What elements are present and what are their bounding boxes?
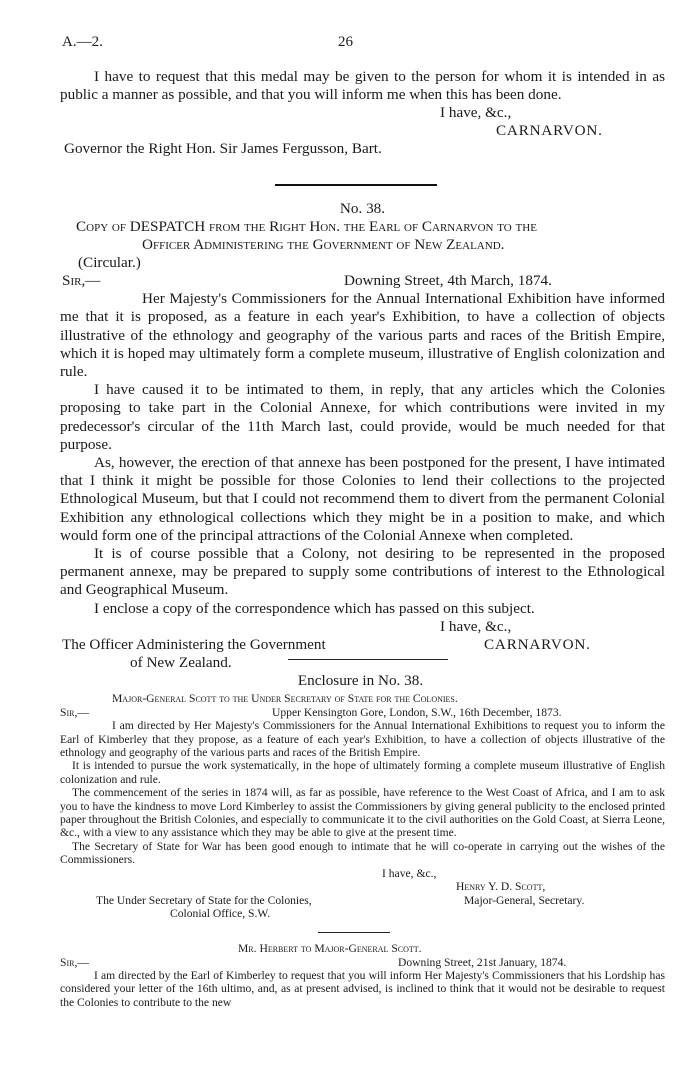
letter-2-title: Mr. Herbert to Major-General Scott.	[238, 942, 422, 955]
enclosure	[60, 672, 665, 1009]
document-reference: A.—2.	[62, 34, 103, 50]
previous-letter-body: I have to request that this medal may be given to the person for whom it is intended in as public a manner as possible, and that you will inform me when this has been done.	[60, 68, 665, 104]
section-divider	[275, 184, 437, 186]
letter-1-salutation: Sir,—	[60, 705, 89, 719]
previous-letter-addressee-row	[60, 140, 665, 158]
despatch-signature: CARNARVON.	[484, 635, 591, 653]
enclosure-letter-2	[60, 942, 665, 1009]
letter-1-addressee-row-2	[60, 907, 665, 921]
despatch-addressee-line-2: of New Zealand.	[130, 653, 232, 671]
enclosure-letter-divider	[318, 932, 390, 933]
letter-1-title: Major-General Scott to the Under Secretary of State for the Colonies.	[112, 692, 458, 706]
despatch-closing-row	[60, 618, 665, 636]
despatch-paragraph: Her Majesty's Commissioners for the Annual International Exhibition have informed me that it is proposed, as a feature in each year's Exhibition, to have a collection of objects illustrative of the ethnology and geography of the various parts and races of the British Empire, which it is hoped may ultimately form a complete museum, illustrative of English colonization and rule.	[60, 290, 665, 381]
letter-1-signature-title: Major-General, Secretary.	[464, 893, 585, 907]
despatch-circular: (Circular.)	[78, 254, 141, 272]
despatch-title-row-1	[60, 218, 665, 236]
despatch	[60, 200, 665, 672]
letter-1-paragraph: It is intended to pursue the work systematically, in the hope of ultimately forming a complete museum illustrative of English colonization and rule.	[60, 759, 665, 786]
letter-1-signature-row	[60, 880, 665, 894]
despatch-circular-row	[60, 254, 665, 272]
letter-1-closing-row	[60, 867, 665, 881]
letter-2-place-date: Downing Street, 21st January, 1874.	[398, 955, 567, 969]
letter-2-title-row	[60, 942, 665, 956]
despatch-place-date: Downing Street, 4th March, 1874.	[344, 272, 552, 290]
despatch-addressee-row-2	[60, 654, 665, 672]
letter-1-addressee-row-1	[60, 894, 665, 908]
letter-1-signature-name: Henry Y. D. Scott,	[456, 880, 546, 894]
letter-2-salutation-row	[60, 956, 665, 970]
enclosure-heading: Enclosure in No. 38.	[297, 672, 424, 689]
despatch-addressee-row-1	[60, 636, 665, 654]
despatch-closing: I have, &c.,	[440, 617, 512, 635]
despatch-salutation: Sir,—	[62, 272, 101, 290]
despatch-number: No. 38.	[339, 200, 386, 217]
previous-letter-closing: I have, &c.,	[440, 104, 512, 122]
despatch-salutation-row	[60, 272, 665, 290]
previous-letter-addressee: Governor the Right Hon. Sir James Fergusson, Bart.	[64, 140, 382, 158]
despatch-addressee-line-1: The Officer Administering the Government	[62, 635, 326, 653]
despatch-title-row-2	[60, 236, 665, 254]
enclosure-letter-1	[60, 692, 665, 920]
letter-1-paragraph: I am directed by Her Majesty's Commissioners for the Annual International Exhibitions to request you to inform the Earl of Kimberley that they propose, as a feature of each year's Exhibition, to have a collection of objects illustrative of the ethnology and geography of the various parts and races of the British Empire.	[60, 719, 665, 760]
letter-1-paragraph: The commencement of the series in 1874 will, as far as possible, have reference to the West Coast of Africa, and I am to ask you to have the kindness to move Lord Kimberley to assist the Commissioners by giving general publicity to the enclosed printed paper throughout the British Colonies, and especially to communicate it to the civil authorities on the Gold Coast, at Sierra Leone, &c., with a view to any assistance which they may be able to give at the present time.	[60, 786, 665, 840]
despatch-paragraph: It is of course possible that a Colony, not desiring to be represented in the proposed permanent annexe, may be prepared to supply some contributions of interest to the Ethnological and Geographical Museum.	[60, 545, 665, 599]
despatch-title-line-2: Officer Administering the Government of New Zealand.	[142, 236, 505, 254]
despatch-paragraph: I enclose a copy of the correspondence which has passed on this subject.	[94, 599, 535, 617]
previous-letter-signature-row	[60, 122, 665, 140]
enclosure-divider	[288, 659, 448, 660]
previous-letter-signature: CARNARVON.	[496, 122, 603, 140]
letter-1-addressee-line-2: Colonial Office, S.W.	[170, 907, 271, 921]
letter-2-paragraph: I am directed by the Earl of Kimberley to request that you will inform Her Majesty's Commissioners that his Lordship has considered your letter of the 16th ultimo, and, as at present advised, is inclined to think that it would not be desirable to request the Colonies to contribute to the new	[60, 969, 665, 1009]
despatch-paragraph: As, however, the erection of that annexe has been postponed for the present, I have intimated that I think it might be possible for those Colonies to lend their collections to the projected Ethnological Museum, but that I could not recommend them to divert from the permanent Colonial Exhibition any ethnological collections which they might be in a position to make, and which would form one of the principal attractions of the Colonial Annexe when completed.	[60, 454, 665, 544]
letter-1-closing: I have, &c.,	[382, 866, 437, 880]
previous-letter-closing-row	[60, 104, 665, 122]
page-number: 26	[338, 34, 353, 50]
previous-letter	[60, 68, 665, 158]
letter-1-place-date: Upper Kensington Gore, London, S.W., 16th December, 1873.	[272, 705, 562, 719]
despatch-title-line-1: Copy of DESPATCH from the Right Hon. the Earl of Carnarvon to the	[76, 218, 537, 236]
letter-1-title-row	[60, 692, 665, 706]
letter-1-paragraph: The Secretary of State for War has been good enough to intimate that he will co-operate in carrying out the wishes of the Commissioners.	[60, 839, 665, 867]
letter-2-salutation: Sir,—	[60, 955, 89, 969]
letter-1-addressee-line-1: The Under Secretary of State for the Colonies,	[96, 893, 312, 907]
letter-1-salutation-row	[60, 706, 665, 720]
despatch-paragraph: I have caused it to be intimated to them, in reply, that any articles which the Colonies proposing to take part in the Colonial Annexe, for which contributions were invited in my predecessor's circular of the 11th March last, could provide, would be much needed for that purpose.	[60, 381, 665, 453]
